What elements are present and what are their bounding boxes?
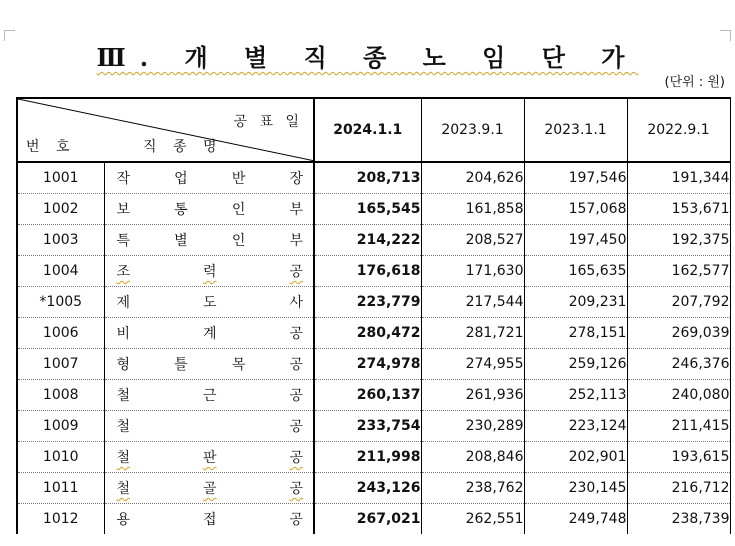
wage-value-cell: 207,792: [627, 287, 730, 318]
wage-value-cell: 204,626: [421, 162, 524, 194]
job-name-cell: [104, 473, 314, 504]
wage-value-cell: 153,671: [627, 194, 730, 225]
date-header-2024-1-1: 2024.1.1: [314, 98, 421, 162]
date-header-2022-9-1: 2022.9.1: [627, 98, 730, 162]
wage-value-cell: 216,712: [627, 473, 730, 504]
table-body: [17, 162, 730, 534]
job-name-cell: [104, 225, 314, 256]
wage-value-cell: 233,754: [314, 411, 421, 442]
wage-value-cell: 171,630: [421, 256, 524, 287]
wage-table: [16, 97, 731, 534]
wage-value-cell: 249,748: [524, 504, 627, 535]
wage-value-cell: 161,858: [421, 194, 524, 225]
wage-value-cell: 208,713: [314, 162, 421, 194]
job-number-cell: 1007: [17, 349, 104, 380]
job-number-cell: *1005: [17, 287, 104, 318]
job-name-text: 조 력 공: [116, 264, 303, 280]
job-name-column-label: 직 종 명: [143, 139, 223, 155]
table-row: [17, 256, 730, 287]
wage-value-cell: 192,375: [627, 225, 730, 256]
job-number-cell: 1011: [17, 473, 104, 504]
table-row: [17, 318, 730, 349]
wage-value-cell: 238,762: [421, 473, 524, 504]
wage-value-cell: 157,068: [524, 194, 627, 225]
wage-value-cell: 246,376: [627, 349, 730, 380]
table-header-row: [17, 98, 730, 162]
job-name-cell: [104, 504, 314, 535]
wage-value-cell: 211,415: [627, 411, 730, 442]
wage-value-cell: 223,124: [524, 411, 627, 442]
wage-value-cell: 223,779: [314, 287, 421, 318]
table-row: [17, 225, 730, 256]
wage-value-cell: 176,618: [314, 256, 421, 287]
table-row: [17, 504, 730, 535]
number-column-label: 번 호: [26, 139, 76, 155]
wage-value-cell: 262,551: [421, 504, 524, 535]
wage-value-cell: 214,222: [314, 225, 421, 256]
wage-value-cell: 260,137: [314, 380, 421, 411]
wage-value-cell: 165,545: [314, 194, 421, 225]
job-name-cell: [104, 411, 314, 442]
wage-value-cell: 274,978: [314, 349, 421, 380]
table-row: [17, 162, 730, 194]
job-number-cell: 1004: [17, 256, 104, 287]
job-name-text: 제 도 사: [116, 295, 303, 311]
job-name-cell: [104, 349, 314, 380]
job-name-cell: [104, 194, 314, 225]
wage-value-cell: 217,544: [421, 287, 524, 318]
job-name-text: 특 별 인 부: [116, 233, 303, 249]
diagonal-header-cell: [17, 98, 314, 162]
wage-value-cell: 274,955: [421, 349, 524, 380]
table-row: [17, 473, 730, 504]
job-name-cell: [104, 442, 314, 473]
job-name-text: 작 업 반 장: [116, 171, 303, 187]
job-name-text: 용 접 공: [116, 512, 303, 528]
wage-value-cell: 191,344: [627, 162, 730, 194]
wage-value-cell: 162,577: [627, 256, 730, 287]
wage-value-cell: 280,472: [314, 318, 421, 349]
wage-value-cell: 238,739: [627, 504, 730, 535]
wage-value-cell: 211,998: [314, 442, 421, 473]
wage-value-cell: 261,936: [421, 380, 524, 411]
job-number-cell: 1009: [17, 411, 104, 442]
wage-value-cell: 230,145: [524, 473, 627, 504]
table-row: [17, 380, 730, 411]
wage-value-cell: 197,546: [524, 162, 627, 194]
wage-value-cell: 267,021: [314, 504, 421, 535]
job-name-cell: [104, 318, 314, 349]
table-row: [17, 194, 730, 225]
wage-value-cell: 252,113: [524, 380, 627, 411]
table-row: [17, 411, 730, 442]
job-name-text: 보 통 인 부: [116, 202, 303, 218]
announce-date-label: 공 표 일: [233, 114, 303, 130]
wage-value-cell: 202,901: [524, 442, 627, 473]
job-name-cell: [104, 256, 314, 287]
table-row: [17, 287, 730, 318]
wage-value-cell: 208,846: [421, 442, 524, 473]
wage-value-cell: 281,721: [421, 318, 524, 349]
wage-value-cell: 243,126: [314, 473, 421, 504]
wage-value-cell: 165,635: [524, 256, 627, 287]
job-number-cell: 1012: [17, 504, 104, 535]
wage-value-cell: 208,527: [421, 225, 524, 256]
job-number-cell: 1008: [17, 380, 104, 411]
job-number-cell: 1001: [17, 162, 104, 194]
page-title: Ⅲ. 개 별 직 종 노 임 단 가: [96, 43, 639, 72]
table-row: [17, 442, 730, 473]
date-header-2023-9-1: 2023.9.1: [421, 98, 524, 162]
job-number-cell: 1002: [17, 194, 104, 225]
wage-value-cell: 193,615: [627, 442, 730, 473]
job-name-text: 형 틀 목 공: [116, 357, 303, 373]
job-name-text: 철 근 공: [116, 388, 303, 404]
wage-value-cell: 259,126: [524, 349, 627, 380]
job-name-text: 철 골 공: [116, 481, 303, 497]
job-name-cell: [104, 287, 314, 318]
job-number-cell: 1006: [17, 318, 104, 349]
wage-value-cell: 209,231: [524, 287, 627, 318]
job-name-text: 비 계 공: [116, 326, 303, 342]
wage-value-cell: 240,080: [627, 380, 730, 411]
wage-value-cell: 269,039: [627, 318, 730, 349]
unit-label: (단위 : 원): [664, 75, 725, 90]
wage-value-cell: 278,151: [524, 318, 627, 349]
wage-value-cell: 197,450: [524, 225, 627, 256]
job-number-cell: 1010: [17, 442, 104, 473]
table-row: [17, 349, 730, 380]
job-name-text: 철 공: [116, 419, 303, 435]
job-number-cell: 1003: [17, 225, 104, 256]
wage-value-cell: 230,289: [421, 411, 524, 442]
job-name-cell: [104, 380, 314, 411]
job-name-cell: [104, 162, 314, 194]
job-name-text: 철 판 공: [116, 450, 303, 466]
date-header-2023-1-1: 2023.1.1: [524, 98, 627, 162]
